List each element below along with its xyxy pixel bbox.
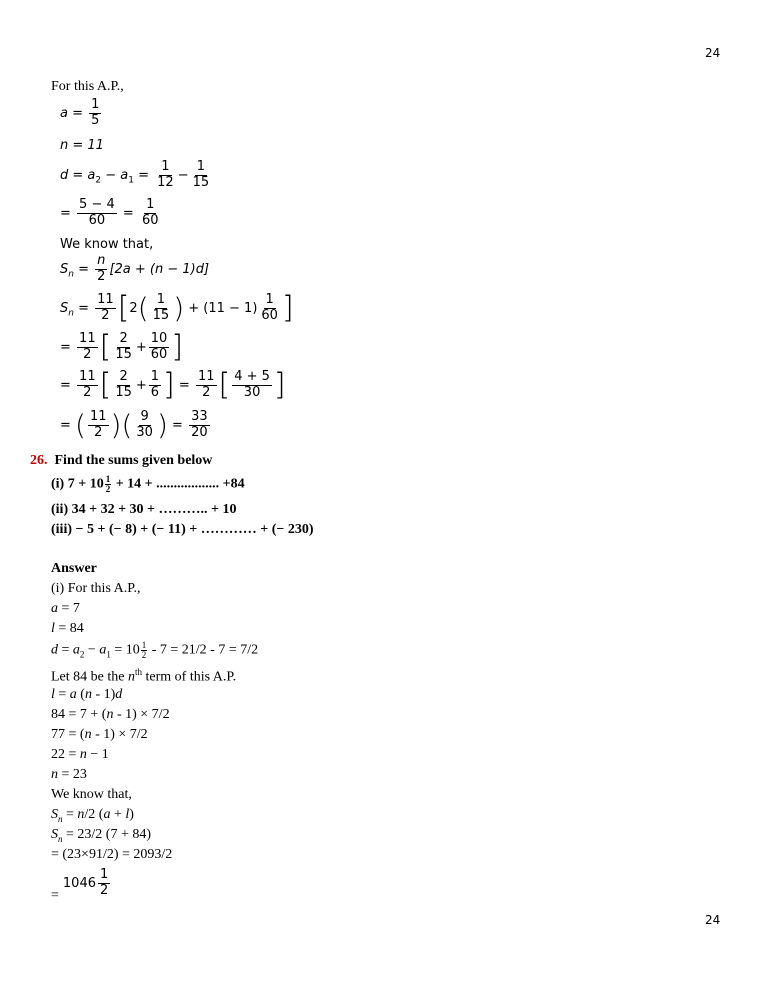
eq-d-simplified: = $\frac{5 - 4}{60}$ = $\frac{1}{60}$: [60, 197, 159, 228]
answer-line-1: (i) For this A.P.,: [51, 581, 141, 596]
answer-line-13: $S_n = 23/2$ (7 + 84): [51, 827, 152, 844]
eq-step-3: = ( $\frac{11}{2}$ )( $\frac{9}{30}$ ) = $\frac{33}{20}$: [60, 408, 208, 442]
answer-line-9: 22 = n − 1: [51, 747, 109, 762]
we-know-that-1: We know that,: [60, 237, 154, 252]
answer-line-7: 84 = 7 + (n - 1) × 7/2: [51, 707, 170, 722]
eq-step-2: = $\frac{11}{2}$ [ $\frac{2}{15}$ + $\frac{1}{6}$ ] = $\frac{11}{2}$ [ $\frac{4 + 5}{30}$ ]: [60, 367, 286, 403]
answer-line-12: $S_n = n/2$ (a + l): [51, 807, 134, 824]
question-part-iii: (iii) − 5 + (− 8) + (− 11) + ………… + (− 230): [51, 522, 314, 537]
answer-line-2: a = 7: [51, 601, 80, 616]
question-heading: [30, 453, 212, 469]
answer-line-5: Let 84 be the $n^{th}$ term of this A.P.: [51, 667, 237, 685]
question-part-i: (i) 7 + 10 $\frac{1}{2}$ + 14 + .................. +84: [51, 474, 245, 494]
answer-line-8: 77 = (n - 1) × 7/2: [51, 727, 148, 742]
eq-sn-formula: $S_n$ = $\frac{n}{2}$ [2a + (n − 1)d]: [60, 253, 210, 284]
answer-line-3: l = 84: [51, 621, 84, 636]
answer-heading: Answer: [51, 561, 97, 576]
eq-step-1: = $\frac{11}{2}$ [ $\frac{2}{15}$ + $\frac{10}{60}$ ]: [60, 329, 184, 365]
answer-line-4: $d = a_2 - a_1 = 10$ $\frac{1}{2}$ - 7 = 21/2 - 7 = 7/2: [51, 640, 259, 660]
intro-text: For this A.P.,: [51, 79, 124, 94]
eq-a: a = $\frac{1}{5}$: [60, 97, 100, 128]
answer-line-11: We know that,: [51, 787, 132, 802]
answer-line-14: = (23×91/2) = 2093/2: [51, 847, 173, 862]
question-part-ii: (ii) 34 + 32 + 30 + ……….. + 10: [51, 502, 237, 517]
question-title: Find the sums given below: [54, 453, 213, 468]
page-number-top: 24: [705, 46, 721, 60]
eq-n: n = 11: [60, 138, 104, 153]
eq-sn-substituted: $S_n$ = $\frac{11}{2}$ [2( $\frac{1}{15}$ ) + (11 − 1) $\frac{1}{60}$ ]: [60, 290, 294, 326]
page-number-bottom: 24: [705, 913, 721, 927]
answer-line-10: n = 23: [51, 767, 87, 782]
answer-line-15: = 1046 $\frac{1}{2}$: [51, 867, 109, 903]
answer-line-6: l = a (n - 1)d: [51, 687, 123, 702]
question-number: 26.: [30, 453, 48, 468]
eq-d: $d = a_2 - a_1$ = $\frac{1}{12}$ − $\frac{1}{15}$: [60, 159, 210, 190]
